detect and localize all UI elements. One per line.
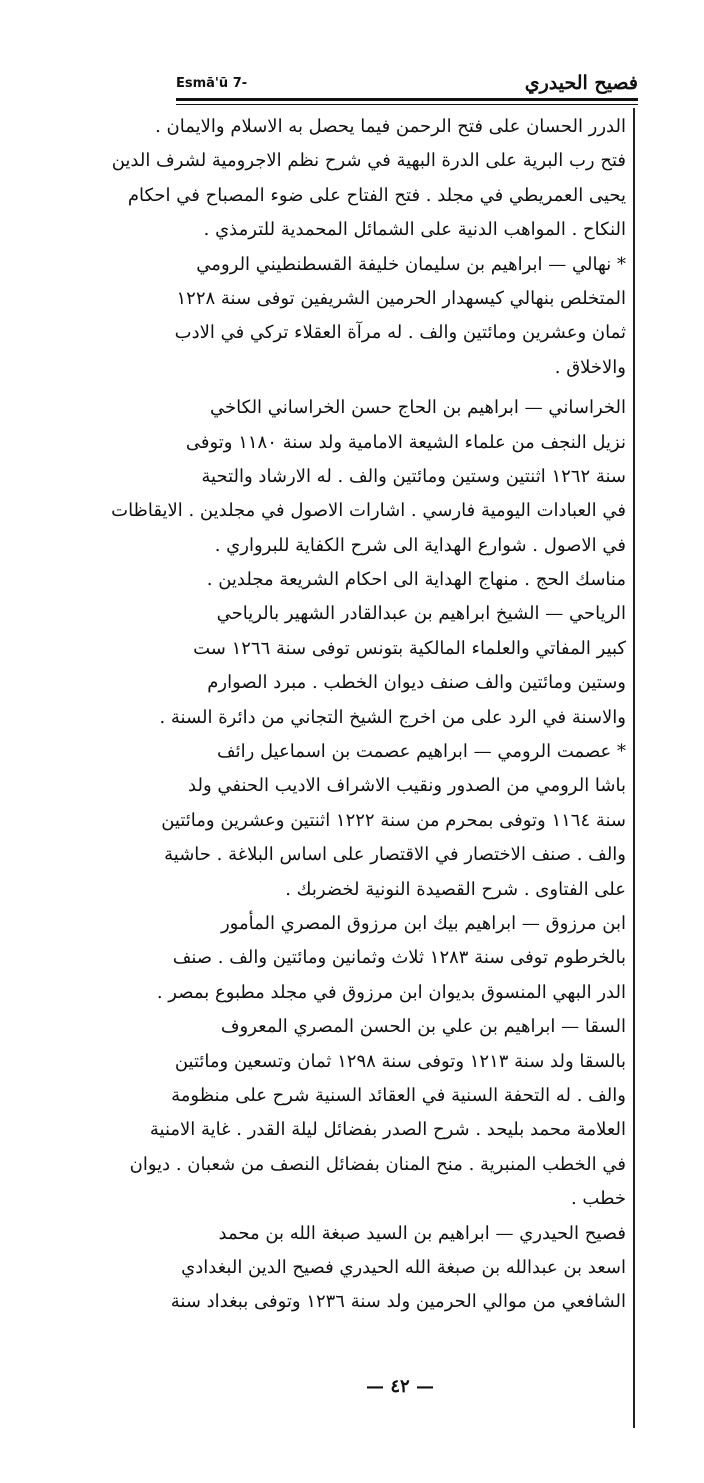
text-line: المتخلص بنهالي كيسهدار الحرمين الشريفين توفى سنة ١٢٢٨	[176, 287, 626, 309]
text-line: الشافعي من موالي الحرمين ولد سنة ١٢٣٦ وتوفى ببغداد سنة	[170, 1291, 626, 1313]
text-line: والاخلاق .	[554, 356, 626, 378]
header-rule-thick	[176, 98, 638, 101]
text-line: النكاح . المواهب الدنية على الشمائل المحمدية للترمذي .	[203, 219, 626, 241]
text-line: سنة ١٢٦٢ اثنتين وستين ومائتين والف . له الارشاد والتحية	[201, 465, 626, 487]
text-line: ابن مرزوق — ابراهيم بيك ابن مرزوق المصري المأمور	[220, 912, 626, 934]
text-line: الخراساني — ابراهيم بن الحاج حسن الخراساني الكاخي	[210, 397, 626, 419]
text-line: والف . صنف الاختصار في الاقتصار على اساس البلاغة . حاشية	[164, 844, 626, 866]
text-line: على الفتاوى . شرح القصيدة النونية لخضربك .	[285, 878, 626, 900]
text-line: والف . له التحفة السنية في العقائد السنية شرح على منظومة	[171, 1084, 626, 1106]
text-line: خطب .	[570, 1188, 626, 1210]
text-line: بالسقا ولد سنة ١٢١٣ وتوفى سنة ١٢٩٨ ثمان وتسعين ومائتين	[174, 1050, 626, 1072]
text-line: سنة ١١٦٤ وتوفى بمحرم من سنة ١٢٢٢ اثنتين وعشرين ومائتين	[161, 809, 626, 831]
text-line: العلامة محمد بليحد . شرح الصدر بفضائل ليلة القدر . غاية الامنية	[149, 1119, 626, 1141]
text-line: الرياحي — الشيخ ابراهيم بن عبدالقادر الشهير بالرياحي	[216, 603, 626, 625]
header-rule-thin	[176, 104, 638, 105]
text-line: الدر البهي المنسوق بديوان ابن مرزوق في مجلد مطبوع بمصر .	[156, 981, 626, 1003]
text-line: في الخطب المنبرية . منح المنان بفضائل النصف من شعبان . ديوان	[129, 1153, 626, 1175]
text-line: كبير المفاتي والعلماء المالكية بتونس توفى سنة ١٢٦٦ ست	[193, 637, 626, 659]
text-line: السقا — ابراهيم بن علي بن الحسن المصري المعروف	[220, 1016, 626, 1038]
text-line: والاسنة في الرد على من اخرج الشيخ التجاني من دائرة السنة .	[159, 706, 626, 728]
text-line: في العبادات اليومية فارسي . اشارات الاصول في مجلدين . الايقاظات	[111, 500, 626, 522]
text-line: فتح رب البرية على الدرة البهية في شرح نظم الاجرومية لشرف الدين	[111, 150, 626, 172]
text-line: الدرر الحسان على فتح الرحمن فيما يحصل به الاسلام والايمان .	[155, 116, 626, 137]
body-text	[111, 110, 626, 1320]
text-line: في الاصول . شوارع الهداية الى شرح الكفاية للبرواري .	[214, 534, 626, 556]
page-header	[176, 72, 638, 100]
text-line: * نهالي — ابراهيم بن سليمان خليفة القسطنطيني الرومي	[196, 253, 626, 275]
margin-rule	[633, 108, 635, 1428]
text-line: باشا الرومي من الصدور ونقيب الاشراف الاديب الحنفي ولد	[188, 775, 626, 797]
text-line: يحيى العمريطي في مجلد . فتح الفتاح على ضوء المصباح في احكام	[127, 184, 626, 206]
text-line: فصيح الحيدري — ابراهيم بن السيد صبغة الله بن محمد	[218, 1222, 626, 1244]
header-code: Esmā'ū 7-	[176, 76, 248, 91]
page-number: — ٤٢ —	[366, 1376, 434, 1397]
text-line: نزيل النجف من علماء الشيعة الامامية ولد سنة ١١٨٠ وتوفى	[185, 431, 626, 453]
running-title: فصيح الحيدري	[524, 72, 638, 94]
text-line: ثمان وعشرين ومائتين والف . له مرآة العقلاء تركي في الادب	[174, 322, 626, 344]
text-line: بالخرطوم توفى سنة ١٢٨٣ ثلاث وثمانين ومائتين والف . صنف	[172, 947, 626, 969]
text-line: اسعد بن عبدالله بن صبغة الله الحيدري فصيح الدين البغدادي	[181, 1256, 626, 1278]
text-line: * عصمت الرومي — ابراهيم عصمت بن اسماعيل رائف	[216, 741, 626, 763]
text-line: وستين ومائتين والف صنف ديوان الخطب . مبرد الصوارم	[207, 672, 626, 694]
text-line: مناسك الحج . منهاج الهداية الى احكام الشريعة مجلدين .	[206, 569, 626, 591]
